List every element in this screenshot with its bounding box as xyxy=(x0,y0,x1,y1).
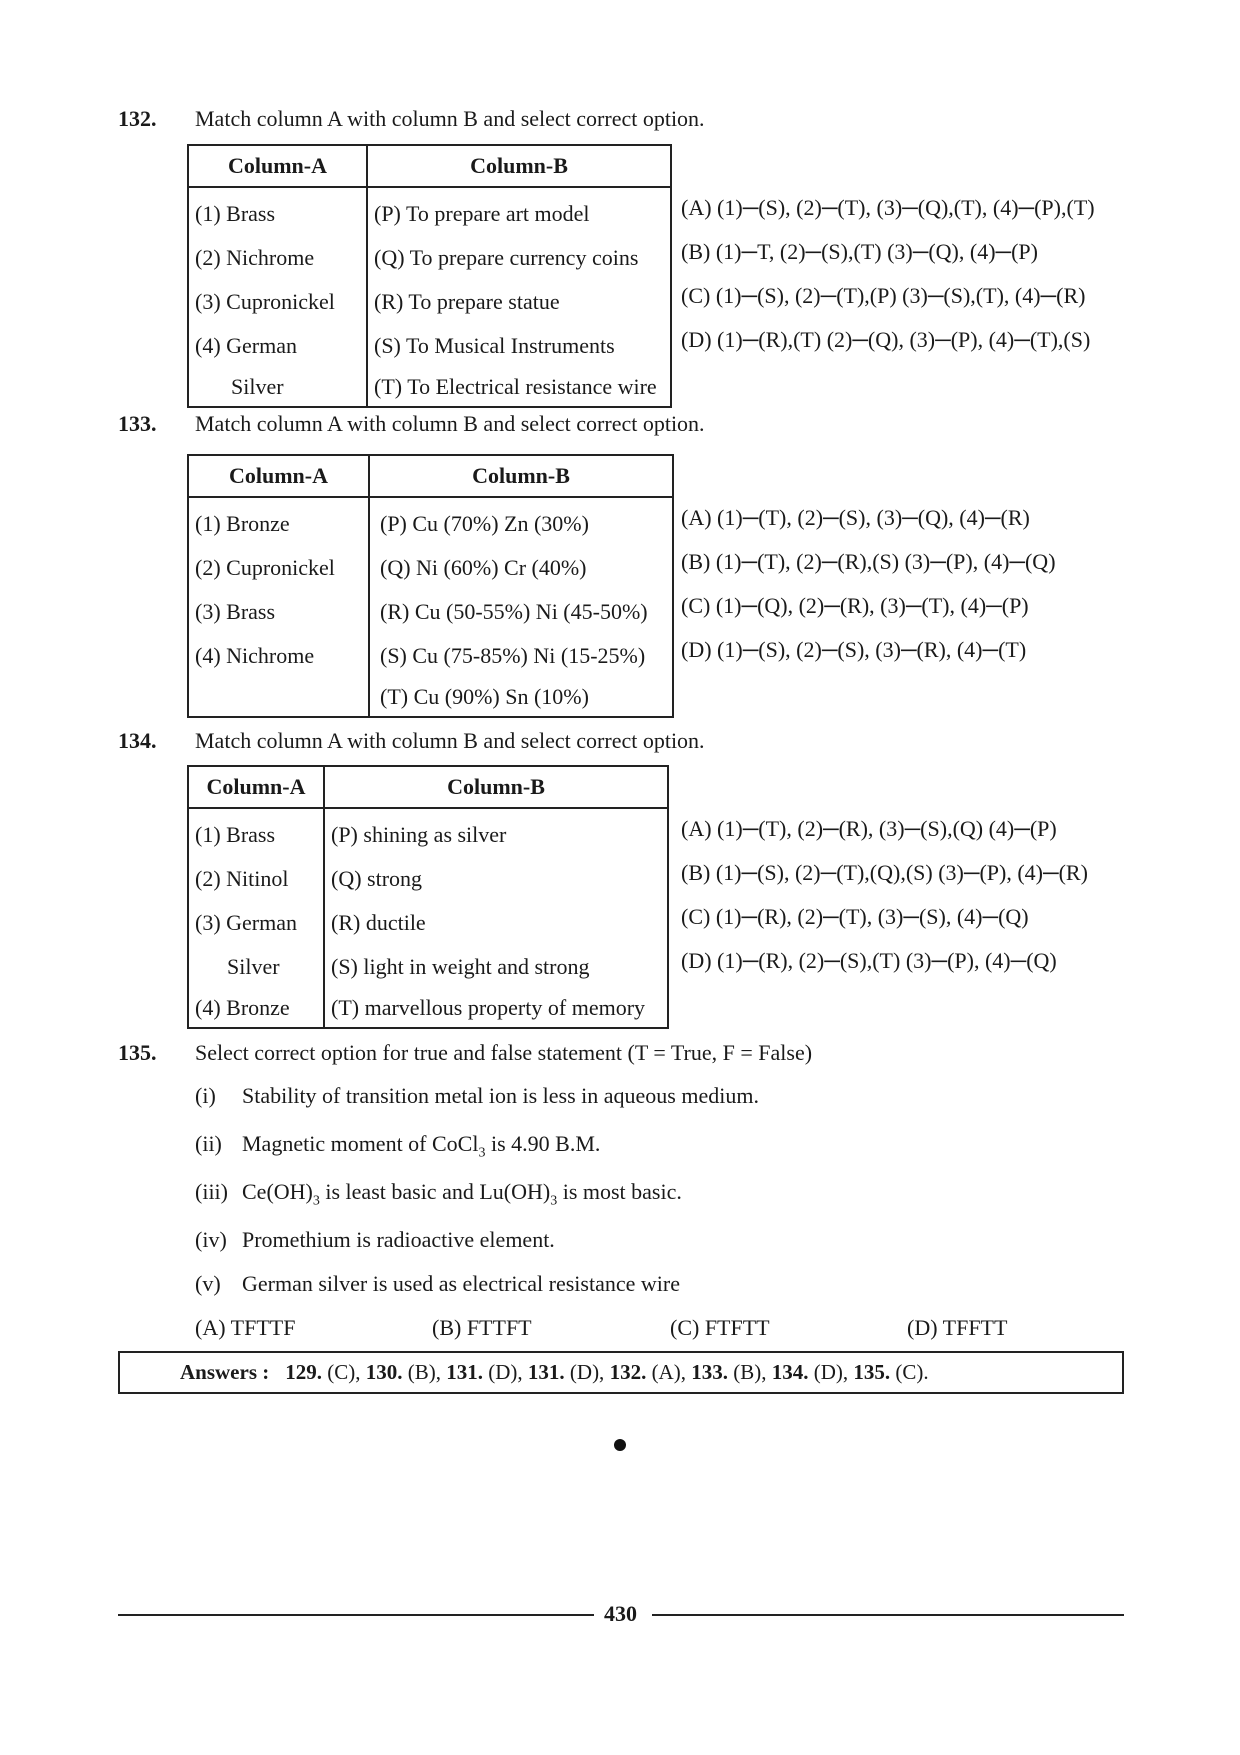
column-a-cell: (2) Nitinol xyxy=(188,857,324,901)
column-b-cell: (Q) Ni (60%) Cr (40%) xyxy=(369,546,673,590)
column-b-cell: (P) shining as silver xyxy=(324,808,668,857)
column-a-cell: Silver xyxy=(188,368,367,407)
column-b-cell: (Q) strong xyxy=(324,857,668,901)
question-number: 132. xyxy=(118,106,157,131)
question-text: Select correct option for true and false statement (T = True, F = False) xyxy=(195,1040,813,1065)
statement-text: German silver is used as electrical resistance wire xyxy=(242,1271,680,1296)
option-b: (B) (1)─(S), (2)─(T),(Q),(S) (3)─(P), (4)─(R) xyxy=(681,860,1088,885)
question-text: Match column A with column B and select correct option. xyxy=(195,106,705,131)
option-b: (B) (1)─T, (2)─(S),(T) (3)─(Q), (4)─(P) xyxy=(681,239,1038,264)
option-d: (D) (1)─(S), (2)─(S), (3)─(R), (4)─(T) xyxy=(681,637,1027,662)
column-a-cell: (2) Nichrome xyxy=(188,236,367,280)
match-table-133 xyxy=(187,454,674,718)
column-b-cell: (P) To prepare art model xyxy=(367,187,671,236)
question-number: 135. xyxy=(118,1040,157,1065)
column-b-cell: (S) Cu (75-85%) Ni (15-25%) xyxy=(369,634,673,678)
column-a-cell: (4) Nichrome xyxy=(188,634,369,678)
column-b-cell: (R) To prepare statue xyxy=(367,280,671,324)
column-b-cell: (R) Cu (50-55%) Ni (45-50%) xyxy=(369,590,673,634)
column-b-cell: (T) To Electrical resistance wire xyxy=(367,368,671,407)
column-a-cell: (1) Bronze xyxy=(188,497,369,546)
statement-text: Stability of transition metal ion is less in aqueous medium. xyxy=(242,1083,759,1108)
statement-text: Magnetic moment of CoCl$_3$ is 4.90 B.M. xyxy=(242,1131,601,1161)
column-b-cell: (T) marvellous property of memory xyxy=(324,989,668,1028)
answers-box xyxy=(118,1351,1124,1394)
page-number: 430 xyxy=(604,1601,637,1626)
option-c: (C) FTFTT xyxy=(670,1315,770,1340)
option-a: (A) TFTTF xyxy=(195,1315,296,1340)
option-c: (C) (1)─(S), (2)─(T),(P) (3)─(S),(T), (4)─(R) xyxy=(681,283,1086,308)
column-b-cell: (S) To Musical Instruments xyxy=(367,324,671,368)
question-number: 134. xyxy=(118,728,157,753)
question-number: 133. xyxy=(118,411,157,436)
option-d: (D) TFFTT xyxy=(907,1315,1008,1340)
column-b-header: Column-B xyxy=(369,455,673,497)
column-a-header: Column-A xyxy=(188,455,369,497)
statement-label: (iii) xyxy=(195,1179,228,1204)
column-b-cell: (S) light in weight and strong xyxy=(324,945,668,989)
statement-text: $Ce(OH)_3$ is least basic and $Lu(OH)_3$ is most basic. xyxy=(242,1179,682,1209)
option-d: (D) (1)─(R),(T) (2)─(Q), (3)─(P), (4)─(T),(S) xyxy=(681,327,1091,352)
column-b-header: Column-B xyxy=(324,766,668,808)
option-b: (B) (1)─(T), (2)─(R),(S) (3)─(P), (4)─(Q) xyxy=(681,549,1056,574)
column-b-header: Column-B xyxy=(367,145,671,187)
footer-rule-right xyxy=(652,1614,1124,1616)
column-a-cell: (3) Brass xyxy=(188,590,369,634)
question-text: Match column A with column B and select correct option. xyxy=(195,411,705,436)
option-c: (C) (1)─(Q), (2)─(R), (3)─(T), (4)─(P) xyxy=(681,593,1029,618)
column-a-cell xyxy=(188,678,369,717)
column-b-cell: (R) ductile xyxy=(324,901,668,945)
answer-list: 129. (C), 130. (B), 131. (D), 131. (D), 132. (A), 133. (B), 134. (D), 135. (C). xyxy=(285,1360,929,1384)
statement-label: (i) xyxy=(195,1083,216,1108)
question-text: Match column A with column B and select correct option. xyxy=(195,728,705,753)
footer-rule-left xyxy=(118,1614,594,1616)
option-b: (B) FTTFT xyxy=(432,1315,532,1340)
option-c: (C) (1)─(R), (2)─(T), (3)─(S), (4)─(Q) xyxy=(681,904,1029,929)
statement-text: Promethium is radioactive element. xyxy=(242,1227,555,1252)
option-a: (A) (1)─(T), (2)─(R), (3)─(S),(Q) (4)─(P) xyxy=(681,816,1057,841)
column-a-cell: (4) Bronze xyxy=(188,989,324,1028)
option-a: (A) (1)─(T), (2)─(S), (3)─(Q), (4)─(R) xyxy=(681,505,1030,530)
column-b-cell: (P) Cu (70%) Zn (30%) xyxy=(369,497,673,546)
column-a-cell: (1) Brass xyxy=(188,808,324,857)
statement-label: (ii) xyxy=(195,1131,222,1156)
option-a: (A) (1)─(S), (2)─(T), (3)─(Q),(T), (4)─(P),(T) xyxy=(681,195,1095,220)
bullet-dot xyxy=(614,1439,626,1451)
column-b-cell: (T) Cu (90%) Sn (10%) xyxy=(369,678,673,717)
column-a-cell: (3) German xyxy=(188,901,324,945)
column-a-cell: (3) Cupronickel xyxy=(188,280,367,324)
column-a-cell: Silver xyxy=(188,945,324,989)
statement-label: (v) xyxy=(195,1271,221,1296)
match-table-134 xyxy=(187,765,669,1029)
column-a-cell: (1) Brass xyxy=(188,187,367,236)
statement-label: (iv) xyxy=(195,1227,227,1252)
match-table-132 xyxy=(187,144,672,408)
answers-label: Answers : xyxy=(180,1360,270,1384)
column-a-cell: (2) Cupronickel xyxy=(188,546,369,590)
column-b-cell: (Q) To prepare currency coins xyxy=(367,236,671,280)
column-a-header: Column-A xyxy=(188,766,324,808)
column-a-cell: (4) German xyxy=(188,324,367,368)
option-d: (D) (1)─(R), (2)─(S),(T) (3)─(P), (4)─(Q) xyxy=(681,948,1057,973)
column-a-header: Column-A xyxy=(188,145,367,187)
